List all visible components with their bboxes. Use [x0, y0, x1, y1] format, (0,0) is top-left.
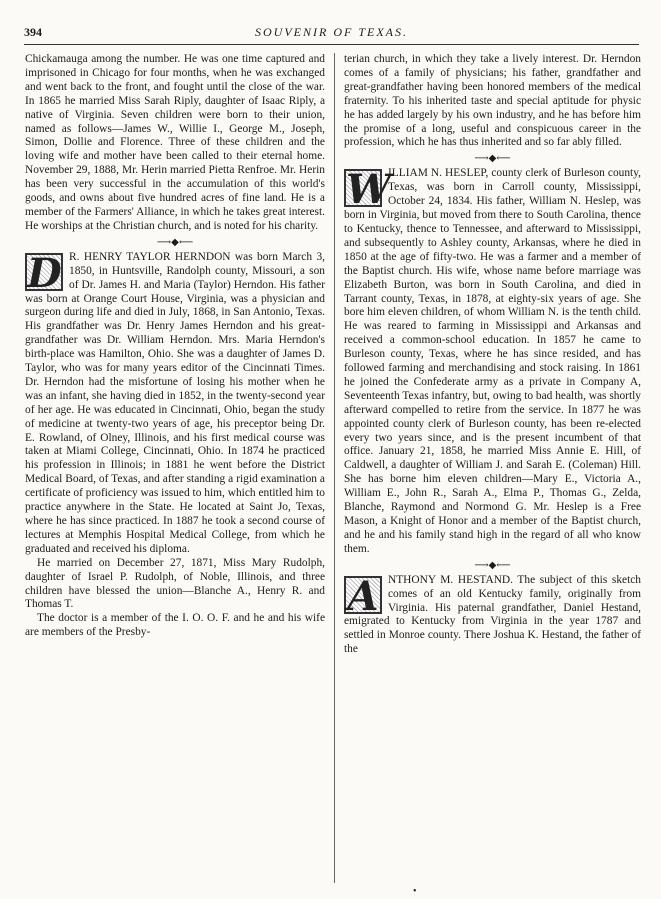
herndon-continuation: terian church, in which they take a lively interest. Dr. Herndon comes of a family of physicians; his father, grandfather and great-grandfather having been honored members of the medical fraternity. To his inherited taste and special aptitude for physic he has added largely by his own industry, and he has before him the promise of a long, useful and conspicuous career in the profession, which he has thus inherited and so far ably filled.: [344, 53, 641, 149]
heslep-text: ILLIAM N. HESLEP, county clerk of Burleson county, Texas, was born in Carroll county, Mississippi, October 24, 1834. His father, William N. Heslep, was born in Virginia, but moved from there to South Carolina, thence to Kentucky, thence to Tennessee, and afterward to Mississippi, and subsequently to Ashley county, Arkansas, where he died in 1850 at the age of fifty-two. He was a farmer and a member of the Baptist church. His wife, whose name before marriage was Elizabeth Burton, was born in South Carolina, and died in Tarrant county, Texas, in 1878, at eighty-six years of age. She bore him eleven children, of whom William N. is the tenth child. He was reared to farming in Mississippi and Arkansas and received a common-school education. In 1857 he came to Burleson county, Texas, where he has since resided, and has followed farming and merchandising and stock raising. In 1861 he joined the Confederate army as a private in Company A, Seventeenth Texas infantry, but, owing to bad health, was shortly afterward compelled to retire from the service. In 1877 he was appointed county clerk of Burleson county, has been re-elected every two years since, and is the present incumbent of that office. January 21, 1858, he married Miss Annie E. Hill, of Caldwell, a daughter of William J. and Sarah E. (Coleman) Hill. She has borne him eleven children—Mary E., Victoria A., William E., John R., Sarah A., Elma P., Thomas G., Zelda, Blanche, Raymond and Normond G. Mr. Heslep is a Free Mason, a Knight of Honor and a member of the Baptist church, and he and his family stand high in the regard of all who know them.: [344, 167, 641, 555]
herndon-membership-paragraph: The doctor is a member of the I. O. O. F. and he and his wife are members of the Presby-: [25, 612, 325, 639]
column-divider: [334, 53, 335, 883]
right-column: [344, 53, 641, 891]
hestand-text: NTHONY M. HESTAND. The subject of this sketch comes of an old Kentucky family, originally from Virginia. His paternal grandfather, Daniel Hestand, emigrated to Kentucky from Virginia in the year 1787 and settled in Monroe county. There Joshua K. Hestand, the father of the: [344, 573, 641, 656]
herin-continuation: Chickamauga among the number. He was one time captured and imprisoned in Chicago for four months, when he was exchanged and went back to the front, and fought until the close of the war. In 1865 he married Miss Sarah Riply, daughter of Isaac Riply, a native of Virginia. Seven children were born to their union, named as follows—James W., Willie I., George M., Joseph, Simon, Dollie and Florence. Three of these children and the loving wife and mother have been called to their eternal home. November 29, 1888, Mr. Herin married Pietta Renfroe. Mr. Herin has been very successful in the accumulation of this world's goods, and owns about five hundred acres of fine land. He is a member of the Farmers' Alliance, in which he takes great interest. He worships at the Christian church, and is noted for his charity.: [25, 53, 325, 232]
section-ornament: ⟶◆⟵: [474, 559, 511, 571]
page-header: [24, 22, 639, 45]
print-mark: •: [413, 886, 417, 897]
section-ornament: ⟶◆⟵: [156, 236, 194, 248]
running-title: SOUVENIR OF TEXAS.: [255, 25, 408, 39]
hestand-biography-paragraph: [344, 574, 641, 657]
left-column: [25, 53, 325, 891]
drop-cap-w: W: [346, 166, 391, 214]
page-number: 394: [24, 25, 42, 39]
drop-cap-a: A: [344, 576, 382, 614]
drop-cap-d: D: [27, 249, 62, 297]
herndon-text-1: R. HENRY TAYLOR HERNDON was born March 3, 1850, in Huntsville, Randolph county, Missouri, a son of Dr. James H. and Maria (Taylor) Herndon. His father was born at Orange Court House, Virginia, was a physician and surgeon during life and died in July, 1868, in San Antonio, Texas. His grandfather was Dr. Henry James Herndon and his great-grandfather was Dr. William Herndon. Mrs. Maria Herndon's birth-place was Hamilton, Ohio. She was a daughter of James D. Taylor, who was for many years editor of the Cincinnati Times. Dr. Herndon had the misfortune of losing his mother when he was an infant, she having died in 1852, in the twenty-second year of her age. He was educated in Cincinnati, Ohio, began the study of medicine at twenty-two years of age, his preceptor being Dr. E. Rowland, of Olney, Illinois, and his first medical course was taken at Miami College, Cincinnati, Ohio. In 1874 he practiced his profession in Illinois; in 1881 he went before the District Medical Board, of Texas, and after standing a rigid examination a certificate of proficiency was issued to him, which entitled him to practice anywhere in the State. He located at Saint Jo, Texas, where he has since practiced. In 1887 he took a second course of lectures at Memphis Hospital Medical College, from which he graduated and received his diploma.: [25, 250, 325, 555]
herndon-biography-paragraph: [25, 251, 325, 557]
heslep-biography-paragraph: [344, 167, 641, 556]
herndon-marriage-paragraph: He married on December 27, 1871, Miss Mary Rudolph, daughter of Israel P. Rudolph, of Noble, Illinois, and three children have blessed the union—Blanche A., Henry R. and Thomas T.: [25, 556, 325, 611]
section-ornament: ⟶◆⟵: [474, 153, 511, 165]
